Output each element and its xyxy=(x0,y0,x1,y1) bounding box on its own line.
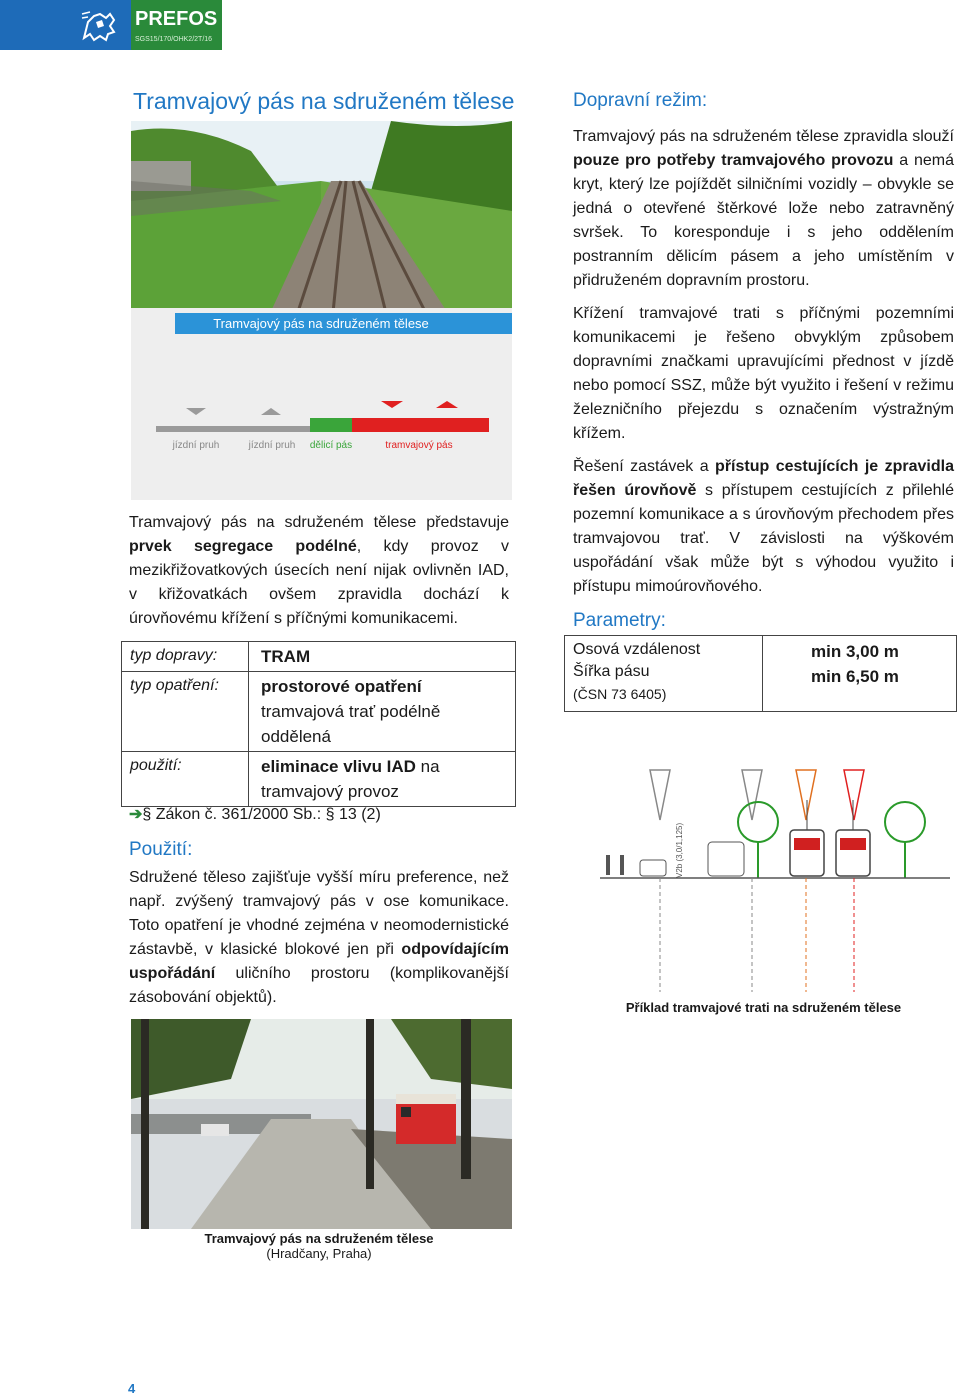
crossing-paragraph: Křížení tramvajové trati s příčnými pozemními komunikacemi je řešeno obvyklým způsobem dopravními značkami upravujícími přednost v jízdě nebo pomocí SSZ, může být využito i řešení v režimu železničního přejezdu s označením výstražným křížem. xyxy=(573,305,954,442)
triangle-sign-icon xyxy=(844,770,864,820)
parameter-names xyxy=(565,636,762,711)
info-key: typ opatření: xyxy=(130,677,219,694)
project-code: SGS15/170/OHK2/2T/16 xyxy=(135,36,213,43)
tram-icon xyxy=(836,830,870,876)
tree-icon xyxy=(738,802,778,842)
hradcany-tram-photo xyxy=(131,1019,512,1229)
example-caption: Příklad tramvajové trati na sdruženém tělese xyxy=(625,1000,902,1015)
lane-label: dělicí pás xyxy=(309,440,353,451)
lane-bar-divider xyxy=(310,418,352,432)
param-lane-width-value: min 6,50 m xyxy=(811,667,899,686)
triangle-sign-icon xyxy=(650,770,670,820)
law-reference: ➔§ Zákon č. 361/2000 Sb.: § 13 (2) xyxy=(129,806,381,823)
info-value: prostorové opatření tramvajová trať podélně oddělená xyxy=(248,672,515,751)
header-logo xyxy=(0,0,222,50)
triangle-sign-icon xyxy=(796,770,816,820)
info-value: TRAM xyxy=(248,642,515,671)
diagram-banner-text: Tramvajový pás na sdruženém tělese xyxy=(213,316,429,331)
lane-label: tramvajový pás xyxy=(385,440,453,451)
info-row xyxy=(122,642,515,671)
usage-heading: Použití: xyxy=(129,839,193,860)
arrow-right-icon: ➔ xyxy=(129,806,143,823)
lane-bar-tram xyxy=(352,418,489,432)
param-lane-width: Šířka pásu xyxy=(573,663,650,680)
sign-label: V2b (3,0/1,125) xyxy=(675,822,684,878)
usage-paragraph: Sdružené těleso zajišťuje vyšší míru preference, než např. zvýšený tramvajový pás v ose komunikace. Toto opatření je vhodné zejména v neomodernistické zástavbě, v klasické blokové jen při odpovídajícím uspořádání uličního prostoru (komplikovanější zásobování objektů). xyxy=(129,869,509,1006)
tram-track-photo xyxy=(131,121,512,333)
param-norm: (ČSN 73 6405) xyxy=(573,686,667,702)
param-axial-distance: Osová vzdálenost xyxy=(573,641,701,658)
pedestrian-icon xyxy=(606,855,610,875)
truck-icon xyxy=(708,842,744,876)
university-logo-block xyxy=(0,0,131,50)
info-row xyxy=(122,751,515,806)
param-axial-distance-value: min 3,00 m xyxy=(811,642,899,661)
info-key: typ dopravy: xyxy=(130,647,218,664)
car-icon xyxy=(640,860,666,876)
photo-caption: Tramvajový pás na sdruženém tělese (Hradčany, Praha) xyxy=(204,1231,434,1261)
traffic-regime-heading: Dopravní režim: xyxy=(573,90,708,111)
tram-icon xyxy=(790,830,824,876)
info-table xyxy=(121,641,516,807)
page-title: Tramvajový pás na sdruženém tělese xyxy=(133,88,515,114)
parameter-values xyxy=(762,636,956,711)
pedestrian-icon xyxy=(620,855,624,875)
lion-emblem-icon xyxy=(78,8,122,44)
lane-label: jízdní pruh xyxy=(248,440,296,451)
stops-paragraph: Řešení zastávek a přístup cestujících je zpravidla řešen úrovňově s přístupem cestujících z přilehlé pozemní komunikace a s úrovňovým přechodem přes tramvajovou trať. V závislosti na výškovém uspořádání však může být s výhodou využito i přístupu mimoúrovňového. xyxy=(573,458,954,595)
project-name: PREFOS xyxy=(135,8,218,30)
intro-paragraph: Tramvajový pás na sdruženém tělese představuje prvek segregace podélné, kdy provoz v mezikřižovatkových úsecích není nijak ovlivněn IAD, v křižovatkách ovšem zpravidla dochází k úrovňovému křížení s příčnými komunikacemi. xyxy=(129,514,510,627)
parameters-table xyxy=(564,635,957,712)
parameters-heading: Parametry: xyxy=(573,610,666,631)
tram-lane-cross-section-diagram xyxy=(131,308,512,500)
info-key: použití: xyxy=(130,757,182,774)
page-number: 4 xyxy=(128,1381,136,1396)
tree-icon xyxy=(885,802,925,842)
traffic-regime-paragraph: Tramvajový pás na sdruženém tělese zpravidla slouží pouze pro potřeby tramvajového provozu a nemá kryt, který lze pojíždět silničními vozidly – obvykle se jedná o otevřené štěrkové lože nebo zatravněný svršek. To koresponduje i s jeho oddělením postranním dělicím pásem a jeho umístěním v přidruženém dopravním prostoru. xyxy=(573,128,954,289)
triangle-sign-icon xyxy=(742,770,762,820)
info-value: eliminace vlivu IAD na tramvajový provoz xyxy=(248,752,515,806)
lane-label: jízdní pruh xyxy=(172,440,220,451)
info-row xyxy=(122,671,515,751)
street-cross-section-illustration xyxy=(600,760,950,992)
lane-bar-car xyxy=(156,426,310,432)
